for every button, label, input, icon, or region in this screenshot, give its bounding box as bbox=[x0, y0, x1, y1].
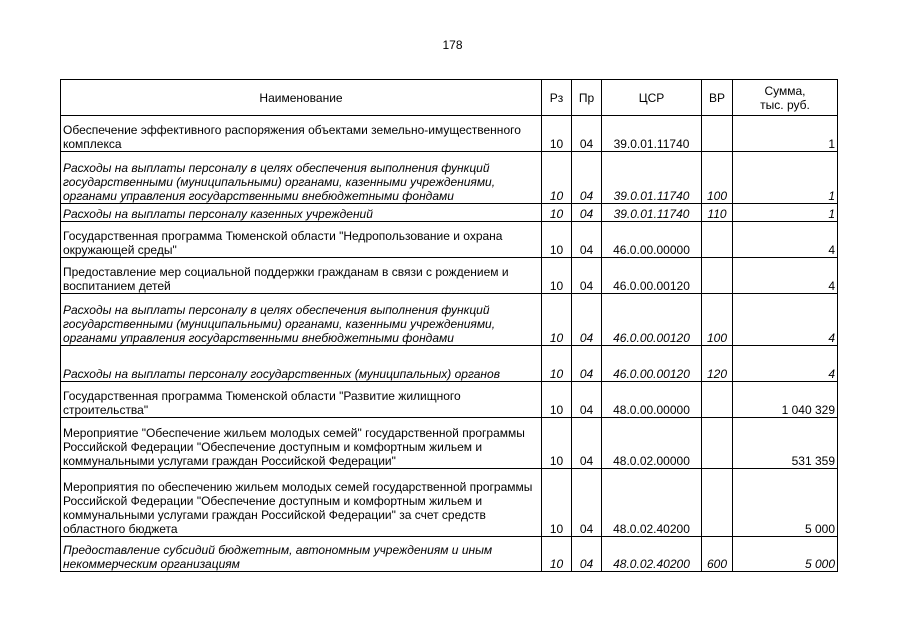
table-row bbox=[61, 382, 838, 418]
row-sum: 4 bbox=[733, 258, 838, 294]
row-sum: 1 bbox=[733, 152, 838, 204]
row-rz: 10 bbox=[542, 204, 572, 222]
budget-table bbox=[60, 79, 838, 572]
row-vr: 100 bbox=[702, 152, 733, 204]
row-vr bbox=[702, 258, 733, 294]
row-name: Расходы на выплаты персоналу государственных (муниципальных) органов bbox=[61, 346, 542, 382]
row-name: Государственная программа Тюменской области "Недропользование и охрана окружающей среды" bbox=[61, 222, 542, 258]
row-name: Предоставление субсидий бюджетным, автономным учреждениям и иным некоммерческим организациям bbox=[61, 537, 542, 572]
row-vr bbox=[702, 469, 733, 537]
row-pr: 04 bbox=[572, 294, 602, 346]
row-name: Расходы на выплаты персоналу в целях обеспечения выполнения функций государственными (муниципальными) органами, казенными учреждениями, органами управления государственными внебюджетными фондами bbox=[61, 152, 542, 204]
row-sum: 531 359 bbox=[733, 418, 838, 469]
row-csr: 46.0.00.00120 bbox=[602, 258, 702, 294]
row-rz: 10 bbox=[542, 537, 572, 572]
row-csr: 46.0.00.00000 bbox=[602, 222, 702, 258]
row-name: Государственная программа Тюменской области "Развитие жилищного строительства" bbox=[61, 382, 542, 418]
table-row bbox=[61, 537, 838, 572]
row-name: Расходы на выплаты персоналу в целях обеспечения выполнения функций государственными (муниципальными) органами, казенными учреждениями, органами управления государственными внебюджетными фондами bbox=[61, 294, 542, 346]
row-rz: 10 bbox=[542, 222, 572, 258]
table-header-row bbox=[61, 80, 838, 116]
header-vr: ВР bbox=[702, 80, 733, 116]
row-vr bbox=[702, 116, 733, 152]
row-rz: 10 bbox=[542, 294, 572, 346]
row-pr: 04 bbox=[572, 382, 602, 418]
row-csr: 48.0.00.00000 bbox=[602, 382, 702, 418]
table-row bbox=[61, 469, 838, 537]
row-vr bbox=[702, 222, 733, 258]
header-name: Наименование bbox=[61, 80, 542, 116]
header-rz: Рз bbox=[542, 80, 572, 116]
row-csr: 39.0.01.11740 bbox=[602, 204, 702, 222]
row-pr: 04 bbox=[572, 204, 602, 222]
header-sum-line2: тыс. руб. bbox=[760, 97, 810, 112]
table-row bbox=[61, 258, 838, 294]
row-csr: 46.0.00.00120 bbox=[602, 346, 702, 382]
row-vr: 100 bbox=[702, 294, 733, 346]
row-rz: 10 bbox=[542, 469, 572, 537]
header-pr: Пр bbox=[572, 80, 602, 116]
row-vr: 600 bbox=[702, 537, 733, 572]
table-row bbox=[61, 204, 838, 222]
table-row bbox=[61, 418, 838, 469]
header-sum-line1: Сумма, bbox=[764, 83, 806, 98]
table-row bbox=[61, 294, 838, 346]
header-sum bbox=[733, 80, 838, 116]
table-body bbox=[61, 116, 838, 572]
row-name: Обеспечение эффективного распоряжения объектами земельно-имущественного комплекса bbox=[61, 116, 542, 152]
row-pr: 04 bbox=[572, 152, 602, 204]
row-rz: 10 bbox=[542, 418, 572, 469]
row-csr: 48.0.02.40200 bbox=[602, 469, 702, 537]
row-pr: 04 bbox=[572, 258, 602, 294]
page-number: 178 bbox=[442, 38, 463, 52]
table-row bbox=[61, 222, 838, 258]
row-rz: 10 bbox=[542, 382, 572, 418]
row-vr: 120 bbox=[702, 346, 733, 382]
row-sum: 1 bbox=[733, 204, 838, 222]
row-name: Расходы на выплаты персоналу казенных учреждений bbox=[61, 204, 542, 222]
row-rz: 10 bbox=[542, 346, 572, 382]
row-sum: 4 bbox=[733, 294, 838, 346]
row-csr: 48.0.02.40200 bbox=[602, 537, 702, 572]
row-rz: 10 bbox=[542, 152, 572, 204]
row-name: Мероприятие "Обеспечение жильем молодых семей" государственной программы Российской Федерации "Обеспечение доступным и комфортным жильем и коммунальными услугами граждан Российской Федерации" bbox=[61, 418, 542, 469]
row-sum: 1 040 329 bbox=[733, 382, 838, 418]
row-csr: 48.0.02.00000 bbox=[602, 418, 702, 469]
row-pr: 04 bbox=[572, 116, 602, 152]
row-csr: 46.0.00.00120 bbox=[602, 294, 702, 346]
row-csr: 39.0.01.11740 bbox=[602, 152, 702, 204]
row-vr bbox=[702, 418, 733, 469]
row-sum: 5 000 bbox=[733, 537, 838, 572]
row-vr bbox=[702, 382, 733, 418]
table-row bbox=[61, 152, 838, 204]
row-pr: 04 bbox=[572, 537, 602, 572]
row-sum: 1 bbox=[733, 116, 838, 152]
row-pr: 04 bbox=[572, 418, 602, 469]
row-name: Мероприятия по обеспечению жильем молодых семей государственной программы Российской Федерации "Обеспечение доступным и комфортным жильем и коммунальными услугами граждан Российской Федерации" за счет средств областного бюджета bbox=[61, 469, 542, 537]
row-csr: 39.0.01.11740 bbox=[602, 116, 702, 152]
table-row bbox=[61, 346, 838, 382]
row-sum: 4 bbox=[733, 222, 838, 258]
row-pr: 04 bbox=[572, 469, 602, 537]
row-sum: 4 bbox=[733, 346, 838, 382]
row-vr: 110 bbox=[702, 204, 733, 222]
row-name: Предоставление мер социальной поддержки гражданам в связи с рождением и воспитанием детей bbox=[61, 258, 542, 294]
header-csr: ЦСР bbox=[602, 80, 702, 116]
row-pr: 04 bbox=[572, 346, 602, 382]
row-rz: 10 bbox=[542, 116, 572, 152]
row-rz: 10 bbox=[542, 258, 572, 294]
row-sum: 5 000 bbox=[733, 469, 838, 537]
table-row bbox=[61, 116, 838, 152]
row-pr: 04 bbox=[572, 222, 602, 258]
